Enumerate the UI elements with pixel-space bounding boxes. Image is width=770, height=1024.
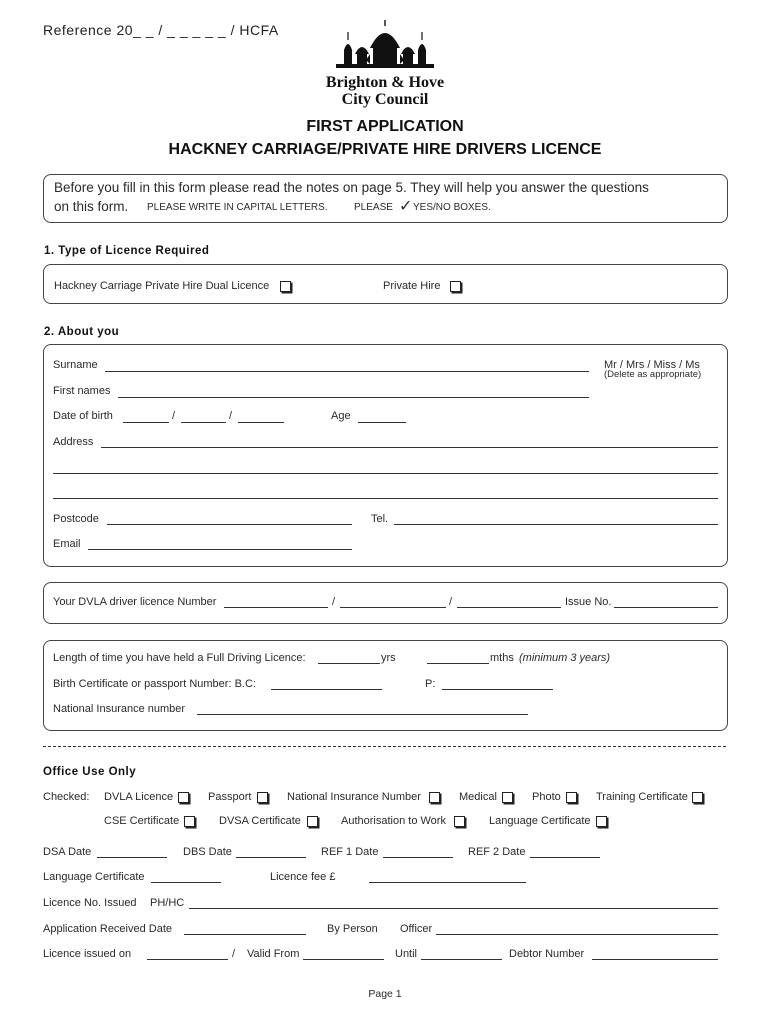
- licence-fee-label: Licence fee £: [270, 871, 336, 883]
- passport-field[interactable]: [442, 689, 553, 690]
- delete-note: (Delete as appropriate): [604, 369, 702, 380]
- app-received-field[interactable]: [184, 934, 306, 935]
- ref1-field[interactable]: [383, 857, 453, 858]
- dvla-field-1[interactable]: [224, 607, 328, 608]
- officer-field[interactable]: [436, 934, 718, 935]
- dvla-field-2[interactable]: [340, 607, 446, 608]
- address-field-3[interactable]: [53, 498, 718, 499]
- tick-icon: ✓: [399, 198, 413, 215]
- tel-label: Tel.: [371, 513, 389, 525]
- issue-label: Issue No.: [565, 596, 612, 608]
- lang-cert-check-label: Language Certificate: [489, 815, 591, 827]
- address-label: Address: [53, 436, 94, 448]
- dsa-date-label: DSA Date: [43, 846, 92, 858]
- age-label: Age: [331, 410, 351, 422]
- length-label: Length of time you have held a Full Driving Licence:: [53, 652, 306, 664]
- surname-field[interactable]: [105, 371, 589, 372]
- intro-text-2: on this form.: [54, 199, 129, 214]
- tel-field[interactable]: [394, 524, 718, 525]
- licence-fee-field[interactable]: [369, 882, 526, 883]
- until-label: Until: [395, 948, 418, 960]
- ref2-label: REF 2 Date: [468, 846, 526, 858]
- months-field[interactable]: [427, 663, 489, 664]
- auth-label: Authorisation to Work: [341, 815, 446, 827]
- intro-caps-1: PLEASE WRITE IN CAPITAL LETTERS.: [147, 202, 328, 213]
- dob-slash-1: /: [172, 410, 176, 422]
- birth-cert-field[interactable]: [271, 689, 382, 690]
- ni-label: National Insurance number: [53, 703, 186, 715]
- dvsa-label: DVSA Certificate: [219, 815, 301, 827]
- medical-checkbox[interactable]: [502, 792, 513, 803]
- dvla-slash-1: /: [332, 596, 336, 608]
- issued-on-field[interactable]: [147, 959, 228, 960]
- training-checkbox[interactable]: [692, 792, 703, 803]
- passport-label: P:: [425, 678, 436, 690]
- by-person-label: By Person: [327, 923, 378, 935]
- dob-day-field[interactable]: [123, 422, 169, 423]
- section1-heading: 1. Type of Licence Required: [44, 245, 210, 257]
- training-label: Training Certificate: [596, 791, 688, 803]
- passport-check-label: Passport: [208, 791, 252, 803]
- minimum-note: (minimum 3 years): [519, 652, 611, 664]
- nin-label: National Insurance Number: [287, 791, 421, 803]
- form-subtitle: HACKNEY CARRIAGE/PRIVATE HIRE DRIVERS LICENCE: [168, 141, 602, 158]
- dvsa-checkbox[interactable]: [307, 816, 318, 827]
- dvla-licence-label: DVLA Licence: [104, 791, 174, 803]
- language-cert-label: Language Certificate: [43, 871, 145, 883]
- postcode-field[interactable]: [107, 524, 352, 525]
- photo-checkbox[interactable]: [566, 792, 577, 803]
- dual-licence-checkbox[interactable]: [280, 281, 291, 292]
- valid-from-field[interactable]: [303, 959, 384, 960]
- ref1-label: REF 1 Date: [321, 846, 379, 858]
- address-field-2[interactable]: [53, 473, 718, 474]
- address-field-1[interactable]: [101, 447, 718, 448]
- ref2-field[interactable]: [530, 857, 600, 858]
- dual-licence-label: Hackney Carriage Private Hire Dual Licence: [54, 280, 270, 292]
- first-names-label: First names: [53, 385, 111, 397]
- age-field[interactable]: [358, 422, 406, 423]
- surname-label: Surname: [53, 359, 98, 371]
- council-name-line2: City Council: [341, 91, 429, 108]
- licence-no-field[interactable]: [189, 908, 718, 909]
- dvla-licence-checkbox[interactable]: [178, 792, 189, 803]
- debtor-label: Debtor Number: [509, 948, 585, 960]
- dbs-date-field[interactable]: [236, 857, 306, 858]
- passport-checkbox[interactable]: [257, 792, 268, 803]
- until-field[interactable]: [421, 959, 502, 960]
- dvla-field-3[interactable]: [457, 607, 561, 608]
- dob-year-field[interactable]: [238, 422, 284, 423]
- phhc-label: PH/HC: [150, 897, 185, 909]
- first-names-field[interactable]: [118, 397, 589, 398]
- issue-field[interactable]: [614, 607, 718, 608]
- yrs-label: yrs: [381, 652, 396, 664]
- dob-slash-2: /: [229, 410, 233, 422]
- section2-heading: 2. About you: [44, 326, 120, 338]
- cse-checkbox[interactable]: [184, 816, 195, 827]
- page-number: Page 1: [368, 988, 402, 1000]
- office-heading: Office Use Only: [43, 766, 137, 778]
- dsa-date-field[interactable]: [97, 857, 167, 858]
- email-field[interactable]: [88, 549, 352, 550]
- officer-label: Officer: [400, 923, 433, 935]
- debtor-field[interactable]: [592, 959, 718, 960]
- lang-cert-checkbox[interactable]: [596, 816, 607, 827]
- email-label: Email: [53, 538, 81, 550]
- mths-label: mths: [490, 652, 514, 664]
- dvla-slash-2: /: [449, 596, 453, 608]
- years-field[interactable]: [318, 663, 380, 664]
- private-hire-label: Private Hire: [383, 280, 441, 292]
- reference-number: Reference 20_ _ / _ _ _ _ _ / HCFA: [43, 22, 279, 38]
- dob-label: Date of birth: [53, 410, 113, 422]
- dbs-date-label: DBS Date: [183, 846, 232, 858]
- dvla-label: Your DVLA driver licence Number: [53, 596, 217, 608]
- private-hire-checkbox[interactable]: [450, 281, 461, 292]
- office-separator: [43, 746, 726, 747]
- intro-text-1: Before you fill in this form please read the notes on page 5. They will help you answer the questions: [54, 180, 649, 195]
- issued-slash: /: [232, 948, 236, 960]
- app-received-label: Application Received Date: [43, 923, 173, 935]
- checked-label: Checked:: [43, 791, 90, 803]
- intro-caps-2: PLEASE: [354, 202, 393, 213]
- valid-from-label: Valid From: [247, 948, 300, 960]
- council-logo: [330, 20, 440, 78]
- form-title: FIRST APPLICATION: [306, 118, 464, 135]
- auth-checkbox[interactable]: [454, 816, 465, 827]
- nin-checkbox[interactable]: [429, 792, 440, 803]
- ni-field[interactable]: [197, 714, 528, 715]
- birth-cert-label: Birth Certificate or passport Number: B.C:: [53, 678, 256, 690]
- postcode-label: Postcode: [53, 513, 99, 525]
- intro-caps-3: YES/NO BOXES.: [413, 202, 491, 213]
- photo-label: Photo: [532, 791, 561, 803]
- title-options: Mr / Mrs / Miss / Ms: [604, 359, 700, 371]
- issued-on-label: Licence issued on: [43, 948, 132, 960]
- licence-no-label: Licence No. Issued: [43, 897, 137, 909]
- council-name-line1: Brighton & Hove: [325, 74, 445, 91]
- medical-label: Medical: [459, 791, 497, 803]
- cse-label: CSE Certificate: [104, 815, 180, 827]
- dob-month-field[interactable]: [181, 422, 226, 423]
- language-cert-field[interactable]: [151, 882, 221, 883]
